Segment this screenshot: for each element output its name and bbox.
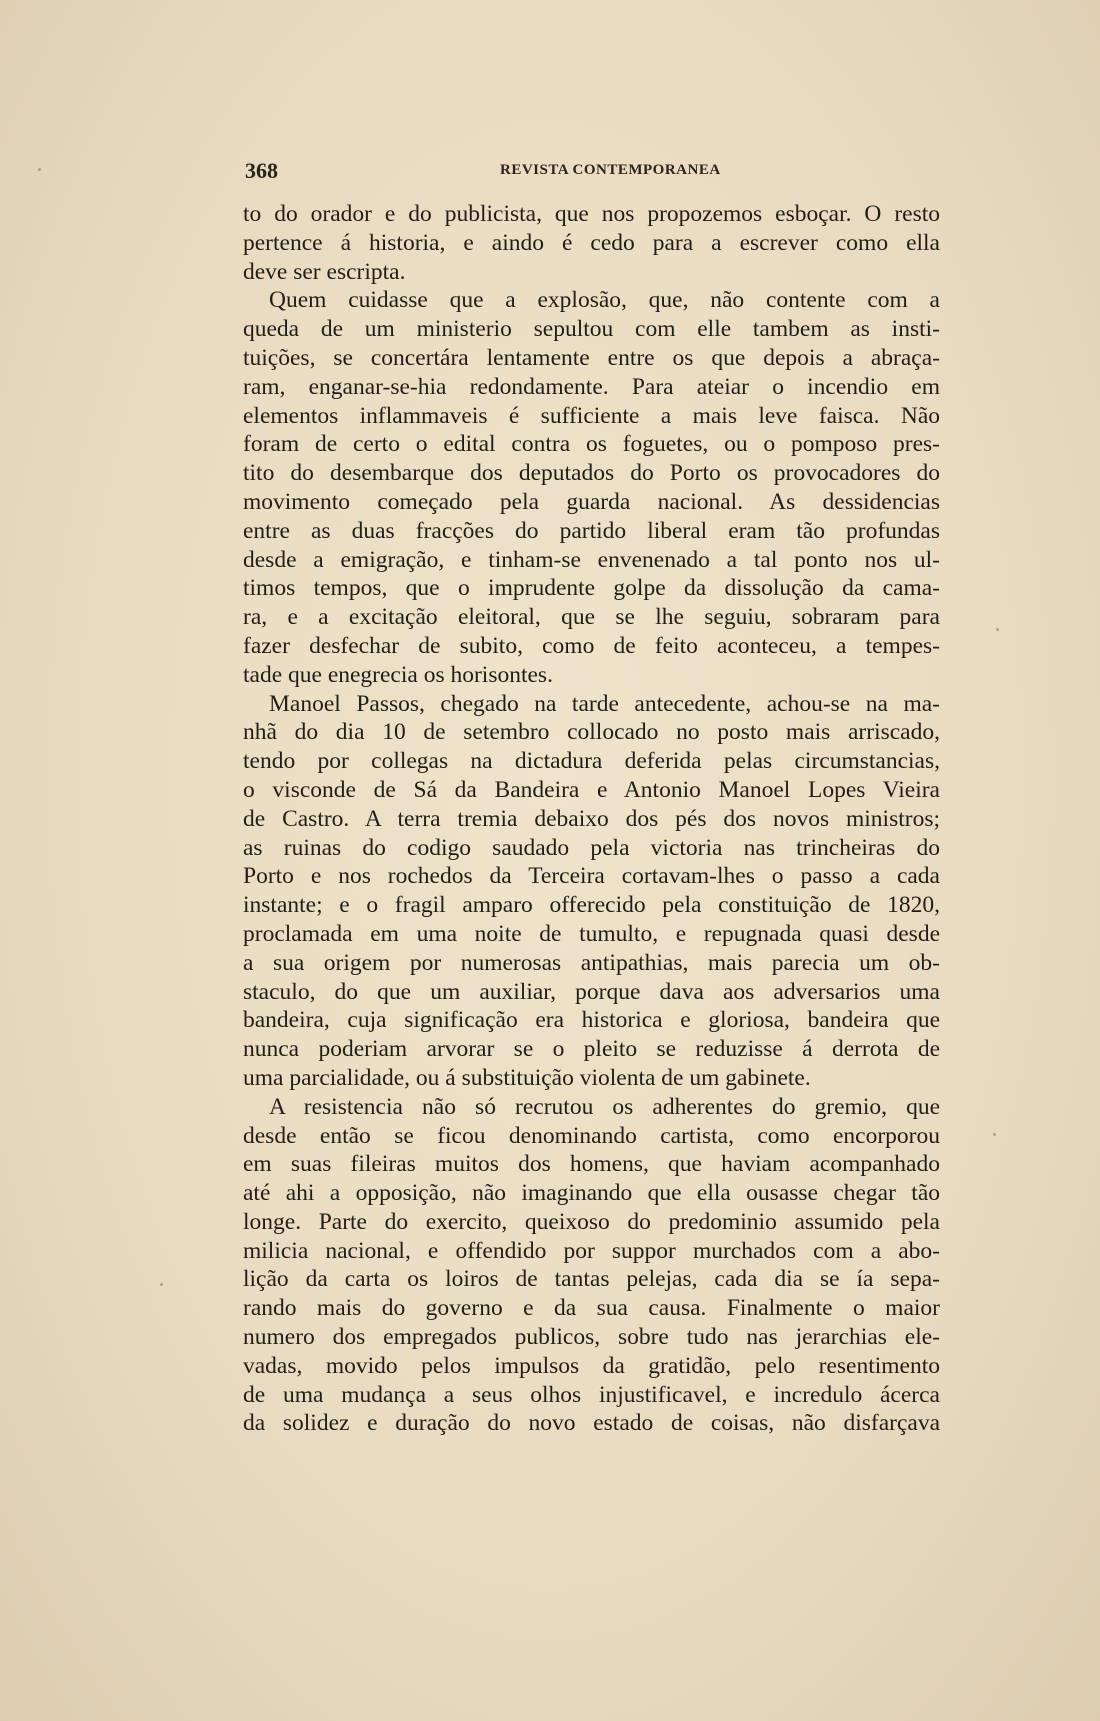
text-line: lição da carta os loiros de tantas pelejas, cada dia se ía sepa- bbox=[243, 1266, 940, 1293]
text-line: instante; e o fragil amparo offerecido pela constituição de 1820, bbox=[243, 892, 940, 919]
text-line: numero dos empregados publicos, sobre tudo nas jerarchias ele- bbox=[243, 1324, 940, 1351]
text-line: as ruinas do codigo saudado pela victoria nas trincheiras do bbox=[243, 834, 940, 861]
text-line: milicia nacional, e offendido por suppor murchados com a abo- bbox=[243, 1237, 940, 1264]
text-line: entre as duas fracções do partido liberal eram tão profundas bbox=[243, 517, 940, 544]
text-line: tendo por collegas na dictadura deferida pelas circumstancias, bbox=[243, 748, 940, 775]
text-line: rando mais do governo e da sua causa. Finalmente o maior bbox=[243, 1295, 940, 1322]
text-line: Porto e nos rochedos da Terceira cortavam-lhes o passo a cada bbox=[243, 863, 940, 890]
text-line: ram, enganar-se-hia redondamente. Para ateiar o incendio em bbox=[243, 373, 940, 400]
text-line: a sua origem por numerosas antipathias, mais parecia um ob- bbox=[243, 949, 940, 976]
page-header bbox=[245, 158, 940, 188]
paper-speck bbox=[993, 1133, 996, 1136]
paragraph bbox=[243, 200, 940, 286]
text-line: fazer desfechar de subito, como de feito aconteceu, a tempes- bbox=[243, 632, 940, 659]
text-line: tade que enegrecia os horisontes. bbox=[243, 661, 553, 688]
text-line: desde então se ficou denominando cartista, como encorporou bbox=[243, 1122, 940, 1149]
text-line: de uma mudança a seus olhos injustificavel, e incredulo ácerca bbox=[243, 1381, 940, 1408]
text-line: longe. Parte do exercito, queixoso do predominio assumido pela bbox=[243, 1208, 940, 1235]
text-line: desde a emigração, e tinham-se envenenado a tal ponto nos ul- bbox=[243, 546, 940, 573]
paragraph bbox=[243, 286, 940, 689]
body-text bbox=[243, 200, 940, 1438]
text-line: proclamada em uma noite de tumulto, e repugnada quasi desde bbox=[243, 920, 940, 947]
text-line: até ahi a opposição, não imaginando que ella ousasse chegar tão bbox=[243, 1180, 940, 1207]
running-head: REVISTA CONTEMPORANEA bbox=[500, 162, 721, 178]
paper-speck bbox=[160, 1283, 163, 1286]
text-line: em suas fileiras muitos dos homens, que haviam acompanhado bbox=[243, 1151, 940, 1178]
text-line: nhã do dia 10 de setembro collocado no posto mais arriscado, bbox=[243, 719, 940, 746]
text-line: de Castro. A terra tremia debaixo dos pés dos novos ministros; bbox=[243, 805, 940, 832]
text-line: elementos inflammaveis é sufficiente a mais leve faisca. Não bbox=[243, 402, 940, 429]
text-line: nunca poderiam arvorar se o pleito se reduzisse á derrota de bbox=[243, 1036, 940, 1063]
text-line: timos tempos, que o imprudente golpe da dissolução da cama- bbox=[243, 575, 940, 602]
text-line: movimento começado pela guarda nacional. As dessidencias bbox=[243, 488, 940, 515]
paper-speck bbox=[996, 628, 999, 631]
text-line: vadas, movido pelos impulsos da gratidão, pelo resentimento bbox=[243, 1352, 940, 1379]
text-line: tito do desembarque dos deputados do Porto os provocadores do bbox=[243, 460, 940, 487]
text-line: bandeira, cuja significação era historica e gloriosa, bandeira que bbox=[243, 1007, 940, 1034]
text-line: Quem cuidasse que a explosão, que, não contente com a bbox=[269, 287, 940, 314]
paper-speck bbox=[38, 168, 41, 171]
page-number: 368 bbox=[245, 158, 278, 183]
text-line: da solidez e duração do novo estado de coisas, não disfarçava bbox=[243, 1410, 940, 1437]
text-line: Manoel Passos, chegado na tarde antecedente, achou-se na ma- bbox=[269, 690, 940, 717]
paragraph bbox=[243, 690, 940, 1093]
text-line: pertence á historia, e aindo é cedo para a escrever como ella bbox=[243, 229, 940, 256]
text-line: tuições, se concertára lentamente entre os que depois a abraça- bbox=[243, 344, 940, 371]
text-line: uma parcialidade, ou á substituição violenta de um gabinete. bbox=[243, 1064, 811, 1091]
text-line: o visconde de Sá da Bandeira e Antonio Manoel Lopes Vieira bbox=[243, 776, 940, 803]
text-line: foram de certo o edital contra os foguetes, ou o pomposo pres- bbox=[243, 431, 940, 458]
text-line: A resistencia não só recrutou os adherentes do gremio, que bbox=[269, 1093, 940, 1120]
text-line: staculo, do que um auxiliar, porque dava aos adversarios uma bbox=[243, 978, 940, 1005]
text-line: ra, e a excitação eleitoral, que se lhe seguiu, sobraram para bbox=[243, 604, 940, 631]
text-line: to do orador e do publicista, que nos propozemos esboçar. O resto bbox=[243, 201, 940, 227]
paragraph bbox=[243, 1093, 940, 1439]
text-line: queda de um ministerio sepultou com elle tambem as insti- bbox=[243, 316, 940, 343]
text-line: deve ser escripta. bbox=[243, 258, 406, 285]
